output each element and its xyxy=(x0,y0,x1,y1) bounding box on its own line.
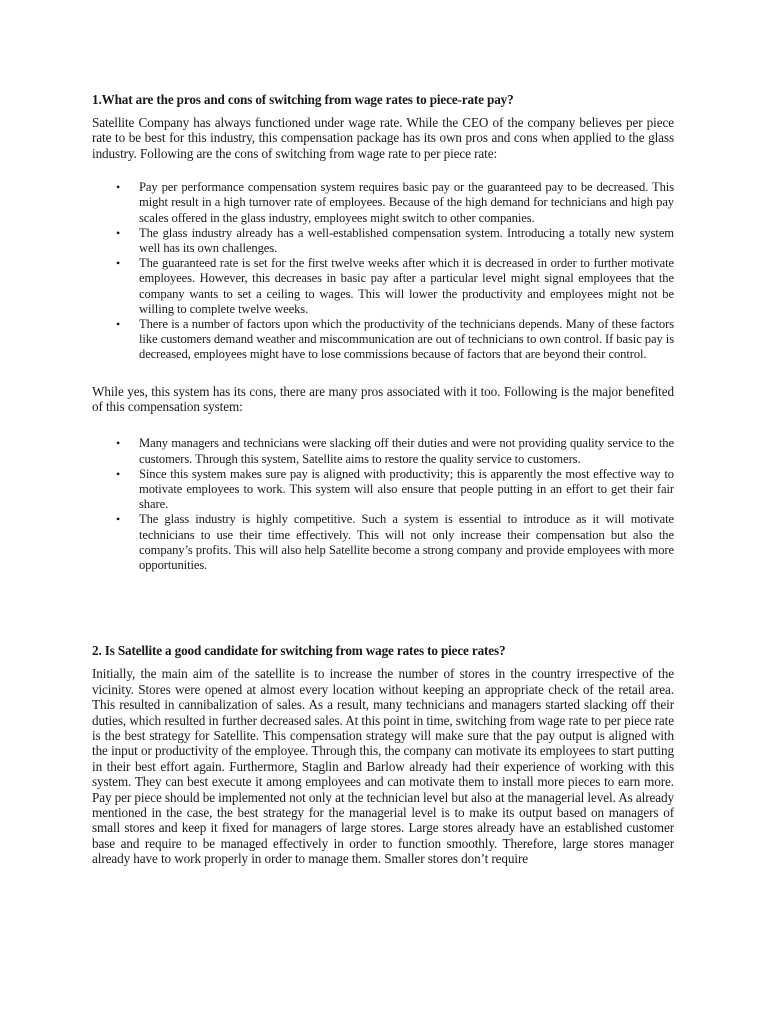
section-2-body-paragraph: Initially, the main aim of the satellite is to increase the number of stores in the country irrespective of the vicinity. Stores were opened at almost every location without keeping an appropriate check of the retail area. This resulted in cannibalization of sales. As a result, many technicians and managers started slacking off their duties, which resulted in further decreased sales. At this point in time, switching from wage rate to per piece rate is the best strategy for Satellite. This compensation strategy will make sure that the pay output is aligned with the input or productivity of the employee. Through this, the company can motivate its employees to start putting in their best effort again. Furthermore, Staglin and Barlow already had their experience of working with this system. They can best execute it among employees and can motivate them to install more pieces to earn more. Pay per piece should be implemented not only at the technician level but also at the managerial level. As already mentioned in the case, the best strategy for the managerial level is to make its output based on managers of small stores and keep it fixed for managers of large stores. Large stores already have an established customer base and require to be managed effectively in order to function smoothly. Therefore, large stores manager already have to work properly in order to manage them. Smaller stores don’t require xyxy=(92,666,674,867)
section-2-heading: 2. Is Satellite a good candidate for switching from wage rates to piece rates? xyxy=(92,643,506,659)
section-1-intro-paragraph: Satellite Company has always functioned under wage rate. While the CEO of the company believes per piece rate to be best for this industry, this compensation package has its own pros and cons when applied to the glass industry. Following are the cons of switching from wage rate to per piece rate: xyxy=(92,115,674,161)
list-item-text: The glass industry is highly competitive. Such a system is essential to introduce as it will motivate technicians to use their time effectively. This will not only increase their compensation but also the company’s profits. This will also help Satellite become a strong company and provide employees with more opportunities. xyxy=(139,512,674,573)
bullet-icon: • xyxy=(116,256,121,271)
pros-list xyxy=(92,436,674,573)
list-item xyxy=(92,256,674,317)
section-1-heading: 1.What are the pros and cons of switching from wage rates to piece-rate pay? xyxy=(92,92,514,107)
list-item xyxy=(92,180,674,226)
list-item xyxy=(92,467,674,513)
list-item-text: There is a number of factors upon which the productivity of the technicians depends. Many of these factors like customers demand weather and miscommunication are out of technicians to own control. If basic pay is decreased, employees might have to lose commissions because of factors that are beyond their control. xyxy=(139,317,674,362)
bullet-icon: • xyxy=(116,436,121,451)
list-item-text: The glass industry already has a well-established compensation system. Introducing a totally new system well has its own challenges. xyxy=(139,225,674,256)
bullet-icon: • xyxy=(116,180,121,195)
list-item xyxy=(92,512,674,573)
list-item xyxy=(92,436,674,466)
list-item-text: The guaranteed rate is set for the first twelve weeks after which it is decreased in order to further motivate employees. However, this decreases in basic pay after a particular level might signal employees that the company wants to set a ceiling to wages. This will lower the productivity and employees might not be willing to complete twelve weeks. xyxy=(139,256,674,316)
bullet-icon: • xyxy=(116,512,121,527)
list-item xyxy=(92,317,674,363)
list-item xyxy=(92,226,674,256)
bullet-icon: • xyxy=(116,466,121,481)
pros-intro-paragraph: While yes, this system has its cons, there are many pros associated with it too. Following is the major benefited of this compensation system: xyxy=(92,383,674,415)
list-item-text: Pay per performance compensation system requires basic pay or the guaranteed pay to be decreased. This might result in a high turnover rate of employees. Because of the high demand for technicians and high pay scales offered in the glass industry, employees might switch to other companies. xyxy=(139,180,674,225)
list-item-text: Since this system makes sure pay is aligned with productivity; this is apparently the most effective way to motivate employees to work. This system will also ensure that people putting in an effort to get their fair share. xyxy=(139,466,674,512)
bullet-icon: • xyxy=(116,317,121,332)
document-page xyxy=(92,92,674,867)
list-item-text: Many managers and technicians were slacking off their duties and were not providing quality service to the customers. Through this system, Satellite aims to restore the quality service to customers. xyxy=(139,436,674,466)
bullet-icon: • xyxy=(116,225,121,240)
cons-list xyxy=(92,180,674,362)
